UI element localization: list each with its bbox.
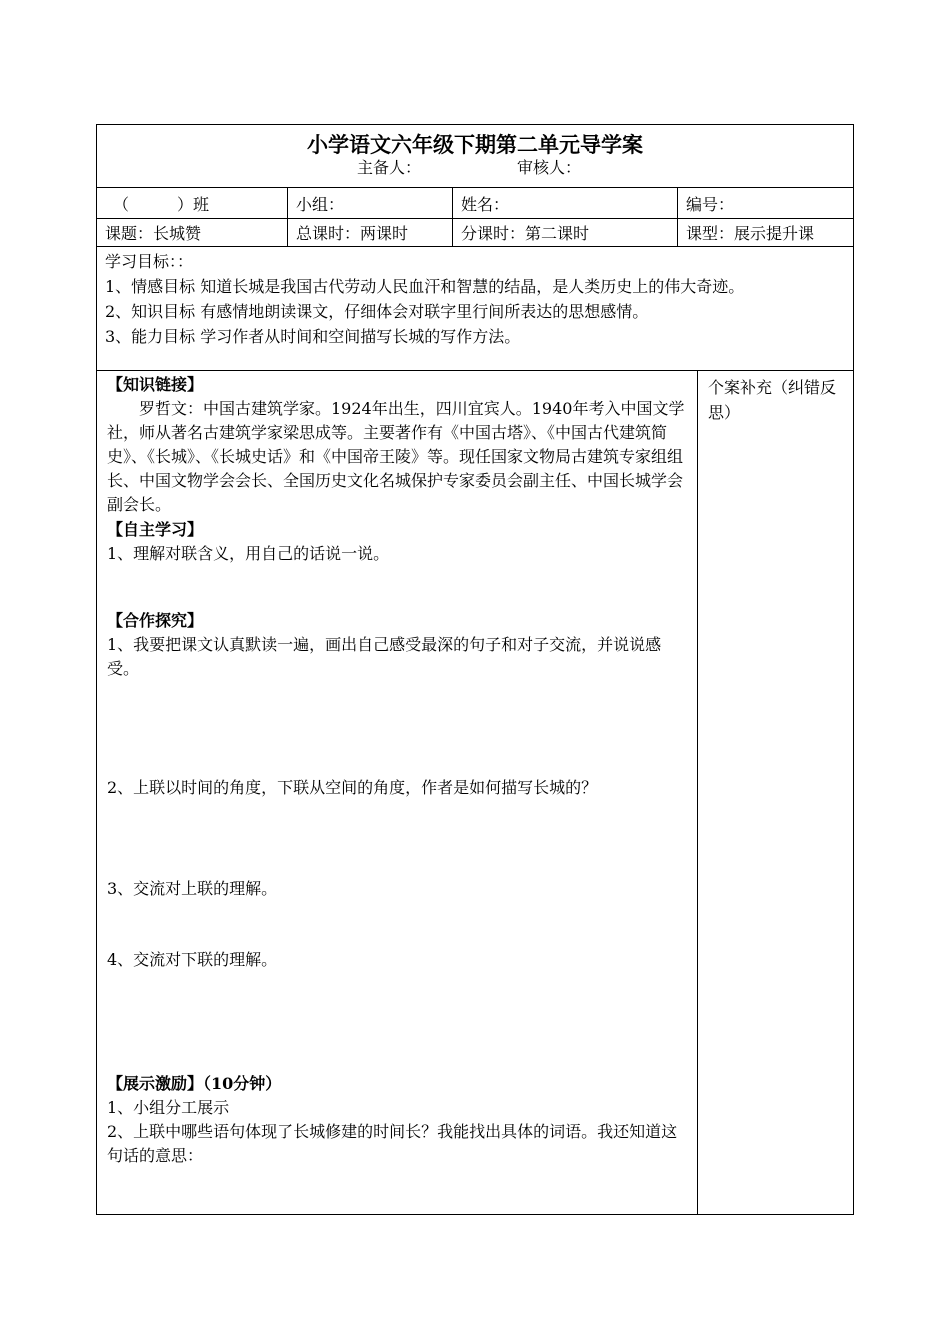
showcase-q1: 1、小组分工展示 (107, 1098, 230, 1117)
header-block (97, 125, 853, 187)
preparer-label: 主备人： (357, 158, 422, 177)
worksheet-table (96, 124, 854, 1215)
group-field: 小组： (287, 188, 452, 218)
cooperate-q4: 4、交流对下联的理解。 (107, 950, 278, 969)
cooperate-heading: 【合作探究】 (107, 611, 204, 630)
info-row-1 (97, 187, 853, 218)
showcase-q2: 2、上联中哪些语句体现了长城修建的时间长？我能找出具体的词语。我还知道这句话的意思： (107, 1122, 678, 1165)
page-title: 小学语文六年级下期第二单元导学案 (307, 132, 643, 157)
topic-field: 课题：长城赞 (105, 224, 202, 243)
session-field: 分课时：第二课时 (452, 219, 677, 246)
knowledge-heading: 【知识链接】 (107, 375, 204, 394)
reflection-note: 个案补充（纠错反思） (708, 378, 837, 422)
knowledge-text: 罗哲文：中国古建筑学家。1924年出生，四川宜宾人。1940年考入中国文学社，师从著名古建筑学家梁思成等。主要著作有《中国古塔》、《中国古代建筑简史》、《长城》、《长城史话》和《中国帝王陵》等。现任国家文物局古建筑专家组组长、中国文物学会会长、全国历史文化名城保护专家委员会副主任、中国长城学会副会长。 (107, 399, 685, 514)
self-study-heading: 【自主学习】 (107, 520, 204, 539)
reviewer-label: 审核人： (517, 158, 582, 177)
goals-label: 学习目标：： (105, 252, 194, 271)
class-field: （ ）班 (113, 195, 210, 214)
total-hours-field: 总课时：两课时 (287, 219, 452, 246)
self-study-q1: 1、理解对联含义，用自己的话说一说。 (107, 544, 390, 563)
cooperate-q3: 3、交流对上联的理解。 (107, 879, 278, 898)
cooperate-q1: 1、我要把课文认真默读一遍，画出自己感受最深的句子和对子交流，并说说感受。 (107, 635, 662, 678)
info-row-2 (97, 218, 853, 246)
goal-ability: 3、能力目标 学习作者从时间和空间描写长城的写作方法。 (105, 327, 521, 346)
showcase-heading: 【展示激励】（10分钟） (107, 1074, 282, 1093)
main-content (97, 370, 697, 1215)
cooperate-q2: 2、上联以时间的角度，下联从空间的角度，作者是如何描写长城的？ (107, 778, 598, 797)
reflection-column (697, 370, 853, 1215)
lesson-type-field: 课型：展示提升课 (677, 219, 853, 246)
name-field: 姓名： (452, 188, 677, 218)
learning-goals (97, 246, 853, 370)
number-field: 编号： (677, 188, 853, 218)
goal-emotion: 1、情感目标 知道长城是我国古代劳动人民血汗和智慧的结晶，是人类历史上的伟大奇迹。 (105, 277, 745, 296)
goal-knowledge: 2、知识目标 有感情地朗读课文，仔细体会对联字里行间所表达的思想感情。 (105, 302, 649, 321)
